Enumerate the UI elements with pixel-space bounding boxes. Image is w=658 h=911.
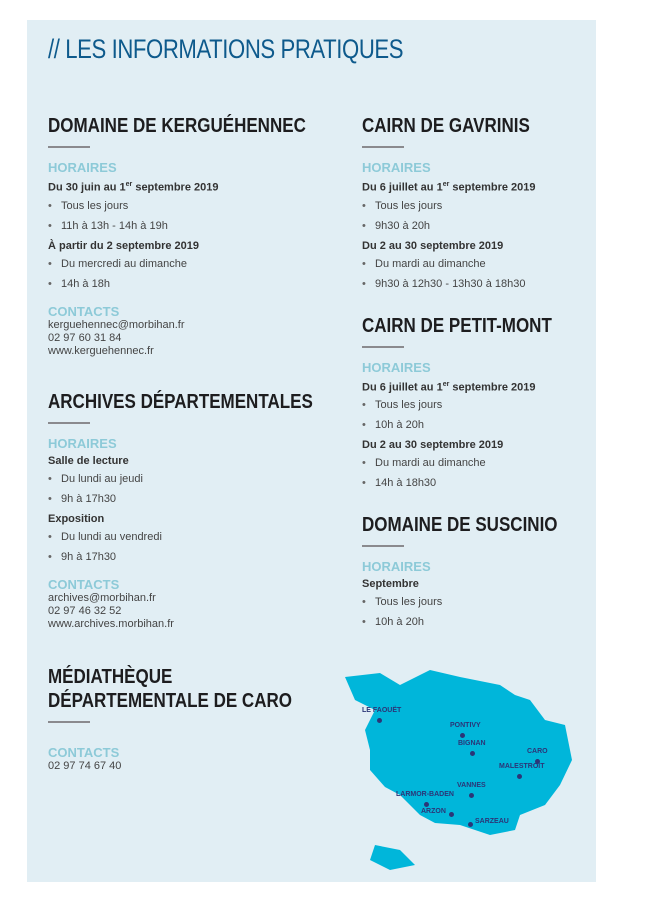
section-title: DOMAINE DE KERGUÉHENNEC	[48, 115, 306, 137]
list-item: • 9h à 17h30	[48, 489, 318, 509]
town-label: BIGNAN	[458, 740, 486, 747]
period: Du 6 juillet au 1er septembre 2019	[362, 380, 536, 394]
horaires-label: HORAIRES	[362, 559, 431, 575]
phone: 02 97 60 31 84	[48, 331, 122, 344]
town-label: LARMOR-BADEN	[396, 791, 454, 798]
town-label: CARO	[527, 748, 548, 755]
town-label: LE FAOUËT	[362, 707, 402, 714]
right-column	[362, 114, 632, 652]
period: Du 2 au 30 septembre 2019	[362, 239, 504, 252]
list-item: • Tous les jours	[48, 196, 318, 216]
horaires-label: HORAIRES	[48, 435, 117, 451]
town-dot	[517, 774, 522, 779]
period: À partir du 2 septembre 2019	[48, 239, 200, 252]
page-title: // LES INFORMATIONS PRATIQUES	[48, 34, 404, 64]
list-item: • Tous les jours	[362, 196, 632, 216]
list-item: • Du lundi au jeudi	[48, 469, 318, 489]
town-label: ARZON	[421, 808, 446, 815]
list-item: • 9h30 à 20h	[362, 216, 632, 236]
list-item: • Tous les jours	[362, 592, 632, 612]
section-kerguehennec	[48, 114, 318, 358]
section-caro	[48, 665, 318, 773]
section-title: CAIRN DE PETIT-MONT	[362, 314, 552, 337]
period: Du 6 juillet au 1er septembre 2019	[362, 181, 536, 194]
left-column	[48, 114, 318, 793]
period: Du 30 juin au 1er septembre 2019	[48, 181, 219, 194]
town-dot	[470, 751, 475, 756]
contacts-label: CONTACTS	[48, 576, 120, 592]
section-title: ARCHIVES DÉPARTEMENTALES	[48, 390, 313, 413]
phone: 02 97 46 32 52	[48, 604, 122, 617]
divider	[48, 422, 90, 424]
list-item: • 10h à 20h	[362, 612, 632, 632]
divider	[362, 545, 404, 547]
horaires-label: HORAIRES	[362, 160, 431, 175]
divider	[362, 146, 404, 148]
list-item: • 9h30 à 12h30 - 13h30 à 18h30	[362, 274, 632, 294]
town-dot	[468, 822, 473, 827]
town-label: MALESTROIT	[499, 763, 545, 770]
town-dot	[424, 802, 429, 807]
period: Du 2 au 30 septembre 2019	[362, 439, 504, 452]
list-item: • Du mercredi au dimanche	[48, 254, 318, 274]
section-archives	[48, 390, 318, 631]
section-title: DOMAINE DE SUSCINIO	[362, 514, 558, 537]
list-item: • 11h à 13h - 14h à 19h	[48, 216, 318, 236]
town-label: VANNES	[457, 782, 486, 789]
section-title: DÉPARTEMENTALE DE CARO	[48, 689, 292, 712]
list-item: • Du mardi au dimanche	[362, 254, 632, 274]
horaires-label: HORAIRES	[362, 359, 431, 375]
email-link[interactable]: kerguehennec@morbihan.fr	[48, 318, 185, 331]
section-title: MÉDIATHÈQUE	[48, 665, 173, 688]
list-item: • Du mardi au dimanche	[362, 453, 632, 473]
town-label: SARZEAU	[475, 818, 509, 825]
contacts-label: CONTACTS	[48, 744, 120, 760]
email-link[interactable]: archives@morbihan.fr	[48, 591, 156, 604]
list-item: • Tous les jours	[362, 395, 632, 415]
section-gavrinis	[362, 114, 632, 294]
town-dot	[460, 733, 465, 738]
section-petit-mont	[362, 314, 632, 494]
divider	[362, 346, 404, 348]
list-item: • Du lundi au vendredi	[48, 527, 318, 547]
list-item: • 9h à 17h30	[48, 547, 318, 567]
town-dot	[469, 793, 474, 798]
town-label: PONTIVY	[450, 722, 481, 729]
period: Septembre	[362, 578, 419, 591]
contacts-label: CONTACTS	[48, 303, 120, 319]
morbihan-map	[340, 665, 580, 875]
list-item: • 10h à 20h	[362, 415, 632, 435]
list-item: • 14h à 18h	[48, 274, 318, 294]
period: Exposition	[48, 512, 105, 525]
website-link[interactable]: www.archives.morbihan.fr	[48, 617, 174, 630]
section-suscinio	[362, 513, 632, 632]
town-dot	[449, 812, 454, 817]
divider	[48, 146, 90, 148]
website-link[interactable]: www.kerguehennec.fr	[48, 344, 154, 357]
phone: 02 97 74 67 40	[48, 759, 122, 772]
period: Salle de lecture	[48, 454, 129, 467]
list-item: • 14h à 18h30	[362, 473, 632, 493]
divider	[48, 721, 90, 723]
horaires-label: HORAIRES	[48, 160, 117, 175]
section-title: CAIRN DE GAVRINIS	[362, 115, 530, 137]
town-dot	[377, 718, 382, 723]
